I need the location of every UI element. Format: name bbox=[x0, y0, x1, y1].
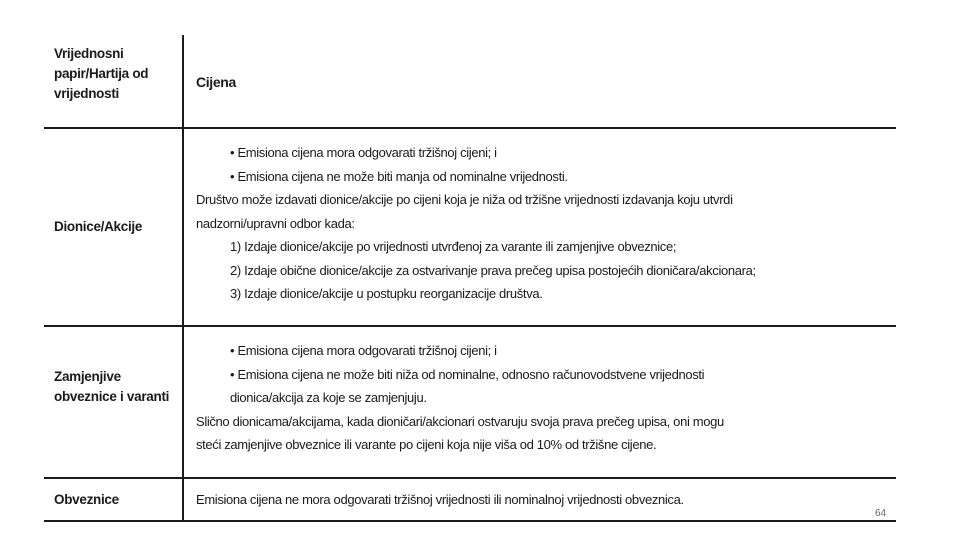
header-row bbox=[44, 35, 896, 127]
numbered-line: 2) Izdaje obične dionice/akcije za ostvarivanje prava prečeg upisa postojećih dioničara/akcionara; bbox=[230, 262, 756, 278]
page-number: 64 bbox=[875, 508, 887, 519]
text-line: dionica/akcija za koje se zamjenjuju. bbox=[230, 390, 427, 405]
text-line: nadzorni/upravni odbor kada: bbox=[196, 215, 355, 231]
table-row bbox=[44, 129, 896, 325]
bullet-line: • Emisiona cijena ne može biti niža od nominalne, odnosno računovodstvene vrijednosti bbox=[230, 366, 705, 382]
row-content bbox=[196, 488, 890, 512]
header-price: Cijena bbox=[196, 74, 236, 90]
text-line: steći zamjenjive obveznice ili varante po cijeni koja nije viša od 10% od tržišne cijene. bbox=[196, 437, 657, 452]
numbered-line: 1) Izdaje dionice/akcije po vrijednosti utvrđenoj za varante ili zamjenjive obveznice; bbox=[230, 239, 677, 254]
bullet-line: • Emisiona cijena mora odgovarati tržišnoj cijeni; i bbox=[230, 343, 497, 358]
table-row bbox=[44, 327, 896, 477]
row-content bbox=[196, 141, 890, 306]
text-line: Emisiona cijena ne mora odgovarati tržišnoj vrijednosti ili nominalnoj vrijednosti obveznica. bbox=[196, 492, 684, 507]
header-security-type: Vrijednosni papir/Hartija od vrijednosti bbox=[54, 46, 149, 101]
table-row bbox=[44, 479, 896, 522]
row-label: Dionice/Akcije bbox=[54, 219, 143, 234]
bullet-line: • Emisiona cijena mora odgovarati tržišnoj cijeni; i bbox=[230, 145, 497, 160]
numbered-line: 3) Izdaje dionice/akcije u postupku reorganizacije društva. bbox=[230, 286, 543, 301]
price-table bbox=[44, 35, 896, 522]
text-line: Slično dionicama/akcijama, kada dioničari/akcionari ostvaruju svoja prava prečeg upisa, oni mogu bbox=[196, 413, 724, 429]
row-label: Obveznice bbox=[54, 492, 119, 507]
row-content bbox=[196, 339, 890, 457]
text-line: Društvo može izdavati dionice/akcije po cijeni koja je niža od tržišne vrijednosti izdavanja koju utvrdi bbox=[196, 192, 733, 207]
bullet-line: • Emisiona cijena ne može biti manja od nominalne vrijednosti. bbox=[230, 168, 568, 184]
table-bottom-border bbox=[44, 520, 896, 522]
row-label: Zamjenjive obveznice i varanti bbox=[54, 369, 170, 404]
